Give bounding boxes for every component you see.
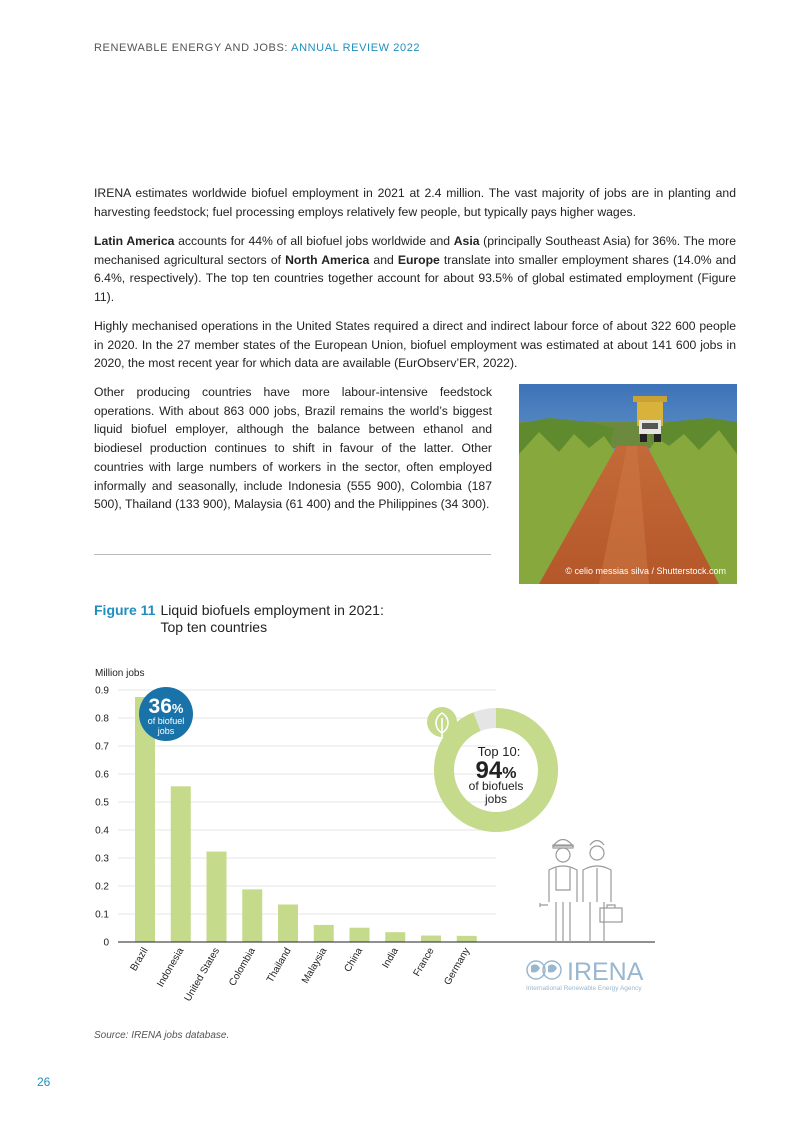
- top-ten-donut: [444, 718, 548, 822]
- paragraph-2-text-b: (principally Southeast Asia) for 36%. The more mechanised agricultural sectors of: [94, 234, 736, 267]
- figure-source: Source: IRENA jobs database.: [94, 1030, 230, 1041]
- share-badge-value: 36%: [148, 695, 184, 718]
- figure-number: Figure 11: [94, 602, 156, 618]
- asia-term: Asia: [453, 234, 480, 248]
- workers-icon: [540, 840, 622, 943]
- bar-united-states: [207, 852, 227, 942]
- bar-malaysia: [314, 925, 334, 942]
- y-tick-label: 0.1: [95, 909, 109, 921]
- bar-france: [421, 936, 441, 942]
- leaf-icon: [427, 707, 457, 737]
- page-number: 26: [37, 1075, 51, 1089]
- bar-india: [385, 932, 405, 942]
- bar-china: [350, 928, 370, 942]
- y-tick-label: 0.9: [95, 685, 109, 697]
- x-tick-label-germany: Germany: [442, 946, 473, 988]
- x-tick-label-france: France: [411, 946, 437, 979]
- y-tick-label: 0.6: [95, 769, 109, 781]
- header-series: RENEWABLE ENERGY AND JOBS:: [94, 42, 289, 54]
- x-tick-labels: [129, 946, 473, 1004]
- x-tick-label-indonesia: Indonesia: [155, 946, 187, 990]
- donut-line-2: of biofuels: [468, 779, 524, 793]
- north-america-term: North America: [285, 252, 370, 267]
- europe-term: Europe: [397, 252, 440, 267]
- donut-line-1: Top 10:: [477, 744, 521, 759]
- paragraph-2-text-a: accounts for 44% of all biofuel jobs worldwide and: [174, 234, 454, 248]
- y-tick-label: 0.7: [95, 741, 109, 753]
- bar-colombia: [242, 889, 262, 942]
- share-badge-line-2: jobs: [157, 726, 175, 736]
- bar-indonesia: [171, 786, 191, 942]
- figure-title-line-1: Liquid biofuels employment in 2021:: [160, 602, 384, 618]
- x-tick-label-malaysia: Malaysia: [300, 946, 330, 986]
- x-tick-label-united-states: United States: [182, 946, 223, 1004]
- logo-tagline: International Renewable Energy Agency: [526, 985, 642, 992]
- header-title: ANNUAL REVIEW 2022: [291, 42, 421, 54]
- donut-line-3: jobs: [484, 792, 508, 806]
- x-tick-label-india: India: [380, 946, 401, 971]
- share-badge-line-1: of biofuel: [147, 716, 185, 726]
- x-tick-label-brazil: Brazil: [128, 946, 151, 974]
- donut-value: 94%: [475, 757, 517, 784]
- x-tick-label-colombia: Colombia: [227, 946, 258, 989]
- bar-germany: [457, 936, 477, 942]
- bars: [135, 697, 477, 942]
- y-tick-label: 0.4: [95, 825, 109, 837]
- y-tick-label: 0.5: [95, 797, 109, 809]
- y-tick-label: 0.2: [95, 881, 109, 893]
- paragraph-2-text-d: translate into smaller employment shares (14.0% and 6.4%, respectively). The top ten countries together account for about 93.5% of global estimated employment (Figure 11).: [94, 252, 736, 305]
- logo-name: IRENA: [567, 958, 644, 986]
- bar-thailand: [278, 904, 298, 942]
- y-tick-label: 0: [103, 937, 109, 949]
- photo-credit: © celio messias silva / Shutterstock.com: [565, 566, 726, 576]
- irena-logo: [526, 958, 644, 992]
- y-axis-label: Million jobs: [95, 668, 145, 679]
- paragraph-2-text-c: and: [369, 252, 398, 267]
- paragraph-4: Other producing countries have more labour-intensive feedstock operations. With about 863 000 jobs, Brazil remains the world’s biggest liquid biofuel employer, although the balance between ethanol and biodiesel production continues to shift in favour of the latter. Other countries with large numbers of workers in the sector, often employed informally and seasonally, include Indonesia (555 900), Colombia (187 500), Thailand (133 900), Malaysia (61 400) and the Philippines (34 300).: [94, 385, 492, 512]
- x-tick-label-thailand: Thailand: [264, 946, 294, 985]
- share-badge: [139, 687, 193, 741]
- y-tick-label: 0.3: [95, 853, 109, 865]
- figure-title-line-2: Top ten countries: [160, 618, 268, 635]
- x-tick-label-china: China: [342, 946, 366, 975]
- paragraph-1: IRENA estimates worldwide biofuel employment in 2021 at 2.4 million. The vast majority of jobs are in planting and harvesting feedstock; fuel processing employs relatively few people, but typically pays higher wages.: [94, 186, 736, 219]
- y-tick-label: 0.8: [95, 713, 109, 725]
- paragraph-3: Highly mechanised operations in the United States required a direct and indirect labour force of about 322 600 people in 2020. In the 27 member states of the European Union, biofuel employment was estimated at about 141 600 jobs in 2020, the most recent year for which data are available (EurObserv’ER, 2022).: [94, 319, 736, 371]
- latin-america-term: Latin America: [94, 234, 175, 248]
- y-tick-labels: [95, 686, 109, 949]
